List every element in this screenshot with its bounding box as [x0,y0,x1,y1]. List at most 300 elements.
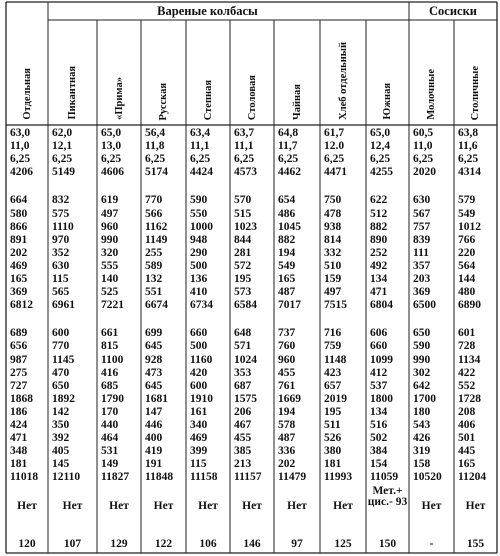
table-cell: 145 [52,458,70,471]
table-cell: 410 [190,286,208,299]
table-cell: 422 [458,366,476,379]
table-cell: 107 [63,538,82,550]
table-cell: 290 [190,246,208,259]
table-cell: 590 [190,194,208,207]
table-cell: 281 [234,246,252,259]
table-cell: Нет [421,500,442,512]
table-cell: 384 [370,445,388,458]
table-cell: 6961 [52,299,75,312]
table-cell: 727 [10,379,28,392]
table-cell: 125 [334,538,352,550]
table-cell: 115 [52,273,69,285]
table-cell: 580 [10,207,28,220]
table-cell: 11,1 [190,140,210,153]
table-cell: 11,7 [278,140,298,153]
table-cell: 565 [52,286,70,299]
table-cell: 960 [278,353,296,366]
table-cell: 420 [190,366,208,379]
table-cell: 531 [101,445,119,458]
table-cell: 194 [278,246,296,259]
table-cell: 844 [234,233,252,246]
table-cell: 839 [413,233,431,246]
table-cell: 445 [458,445,476,458]
table-cell: 630 [52,259,70,272]
table-cell: 208 [458,405,476,418]
table-cell: 6,25 [413,153,434,166]
table-cell: 4606 [101,166,124,179]
table-cell: 4206 [10,166,33,179]
table-cell: 470 [52,366,70,379]
table-cell: 492 [370,259,388,272]
column-header-label: Хлеб отдельный [337,42,349,120]
table-cell: 350 [52,419,70,431]
table-cell: 144 [458,273,476,285]
table-cell: 11018 [10,471,39,484]
table-cell: 455 [278,366,296,379]
table-cell: 654 [278,194,296,207]
table-cell: 590 [413,340,431,353]
table-cell: Нет [333,500,353,512]
table-cell: 4471 [324,166,347,179]
table-cell: 426 [413,432,431,445]
column-header [48,22,97,122]
table-cell: 195 [234,273,252,285]
table-cell: 770 [52,340,70,353]
table-cell: 687 [234,379,252,392]
table-cell: 990 [413,353,431,366]
table-cell: 630 [413,194,431,207]
table-cell: 56,4 [145,127,166,139]
table-cell: 1728 [458,392,481,405]
table-cell: 6,25 [10,153,31,166]
table-cell: 353 [234,366,252,379]
table-cell: 63,7 [234,127,255,139]
table-cell: 4255 [370,166,393,179]
table-cell: 319 [413,445,431,458]
table-cell: 12.0 [324,140,345,153]
table-cell: 63,8 [458,127,479,139]
table-cell: 5174 [145,166,168,179]
table-cell: 1110 [52,220,74,233]
table-cell: 550 [190,207,208,220]
table-cell: 600 [52,327,70,340]
table-cell: 497 [101,207,119,220]
table-cell: 220 [458,246,476,259]
table-cell: 122 [154,538,173,550]
table-cell: 1145 [52,353,75,366]
table-cell: 891 [10,233,28,246]
table-cell: 202 [278,458,296,471]
table-cell: 469 [190,432,208,445]
column-header-label: Столичные [470,65,481,120]
column-header [141,22,186,122]
table-cell: 645 [145,379,163,392]
table-cell: 525 [101,286,119,299]
table-cell: 352 [52,246,70,259]
table-cell: 357 [413,259,431,272]
table-cell: 1099 [370,353,393,366]
table-cell: 1100 [101,353,124,366]
table-cell: 149 [101,458,119,471]
table-cell: 757 [413,220,431,233]
table-cell: 579 [458,194,476,207]
column-header [97,22,141,122]
table-cell: 5149 [52,166,75,179]
table-cell: 120 [18,538,36,550]
table-cell: 571 [234,340,252,353]
table-cell: 480 [458,286,476,299]
table-cell: 136 [190,273,208,285]
table-cell: 487 [278,432,296,445]
table-cell: 11479 [278,471,307,484]
table-cell: 62,0 [52,127,73,139]
table-cell: 660 [370,340,388,353]
table-cell: 6,25 [234,153,255,166]
table-cell: 392 [52,432,70,445]
table-cell: 766 [458,233,476,246]
table-cell: 660 [190,327,208,340]
table-cell: 512 [370,207,388,220]
table-cell: 6584 [234,299,257,312]
table-cell: 648 [234,327,252,340]
table-cell: 186 [10,405,28,418]
table-cell: 65,0 [101,127,122,139]
table-cell: 567 [413,207,431,220]
table-cell: 348 [10,445,28,458]
table-cell: 1910 [190,392,213,405]
table-cell: 6,25 [101,153,122,166]
table-cell: 63,0 [10,127,31,139]
table-cell: 464 [101,432,119,445]
table-cell: 195 [324,405,342,418]
table-cell: 619 [101,194,119,207]
table-cell: 11827 [101,471,130,484]
table-cell: 1681 [145,392,168,405]
table-cell: 760 [278,340,296,353]
table-cell: 11157 [234,471,262,484]
table-cell: 1800 [370,392,393,405]
column-header-label: Степная [202,79,214,120]
table-cell: 11,1 [234,140,254,153]
table-cell: 650 [413,327,431,340]
table-cell: 500 [190,340,208,353]
table-cell: 622 [370,194,388,207]
table-cell: 500 [190,259,208,272]
table-cell: 7515 [324,299,347,312]
table-cell: 6,25 [324,153,345,166]
table-cell: 147 [145,405,163,418]
table-cell: 606 [370,327,388,340]
column-header [6,22,48,122]
table-cell: 642 [413,379,431,392]
column-header [230,22,274,122]
table-cell: 11993 [324,471,353,484]
table-cell: 1790 [101,392,124,405]
table-cell: 11,0 [10,140,30,153]
table-cell: 510 [324,259,342,272]
table-cell: 132 [145,273,163,285]
column-header-label: Пикантная [67,66,78,120]
table-cell: 340 [190,419,208,431]
table-cell: 987 [10,353,28,366]
table-cell: 6734 [190,299,213,312]
table-cell: 11158 [190,471,218,484]
table-cell: 11848 [145,471,174,484]
table-cell: 6,25 [52,153,73,166]
table-cell: 194 [278,405,296,418]
table-cell: 10520 [413,471,442,484]
table-cell: 471 [370,286,388,299]
table-cell: 685 [101,379,119,392]
table-cell: 106 [199,538,217,550]
table-cell: 928 [145,353,163,366]
table-cell: 60,5 [413,127,434,139]
table-cell: 146 [243,538,261,550]
table-cell: 501 [458,432,476,445]
table-cell: 516 [370,419,388,431]
table-cell: 555 [101,259,119,272]
group-title: Сосиски [429,4,477,18]
table-cell: 140 [101,273,119,285]
table-cell: 12,4 [370,140,391,153]
table-cell: 1148 [324,353,347,366]
table-cell: 424 [10,419,28,431]
table-cell: 1012 [458,220,481,233]
table-cell: 866 [10,220,28,233]
table-cell: 165 [10,273,28,285]
table-cell: 601 [458,327,476,340]
table-cell: 385 [234,445,252,458]
table-cell: 728 [458,340,476,353]
table-cell: 645 [145,340,163,353]
table-cell: 336 [278,445,296,458]
table-cell: 1000 [190,220,213,233]
table-cell: 2019 [324,392,347,405]
table-cell: 165 [458,458,476,471]
table-cell: 882 [370,220,388,233]
table-cell: 650 [52,379,70,392]
table-cell: Нет [17,500,37,512]
table-cell: 497 [324,286,342,299]
table-cell: 543 [413,419,431,431]
column-header [274,22,320,122]
table-cell: 275 [10,366,28,379]
table-cell: 12110 [52,471,81,484]
table-cell: 181 [324,458,342,471]
table-cell: 6,25 [145,153,166,166]
table-cell: 549 [278,259,296,272]
table-cell: 4573 [234,166,257,179]
table-cell: 566 [145,207,163,220]
table-cell: 11,0 [413,140,433,153]
table-cell: 1149 [145,233,168,246]
table-cell: 750 [324,194,342,207]
table-cell: - [429,538,434,550]
table-cell: 600 [190,379,208,392]
table-cell: 6,25 [458,153,479,166]
table-cell: 181 [10,458,28,471]
table-cell: 487 [278,286,296,299]
table-cell: 6674 [145,299,168,312]
table-cell: 400 [145,432,163,445]
table-cell: 1669 [278,392,301,405]
table-cell: 570 [234,194,252,207]
table-cell: 416 [101,366,119,379]
table-cell: 423 [324,366,342,379]
table-cell: 180 [413,405,431,418]
column-header-label: Южная [382,83,393,120]
table-cell: 405 [52,445,70,458]
table-cell: 938 [324,220,342,233]
table-cell: 6890 [458,299,481,312]
column-header [186,22,230,122]
table-cell: 664 [10,194,28,207]
table-cell: 1162 [145,220,168,233]
column-header-label: Чайная [291,84,303,120]
table-cell: 203 [413,273,431,285]
column-header [409,22,454,122]
table-cell: 1868 [10,392,33,405]
table-cell: 471 [10,432,28,445]
table-cell: 759 [324,340,342,353]
table-cell: 206 [234,405,252,418]
table-cell: 111 [413,246,429,259]
table-cell: 440 [101,419,119,431]
table-cell: 661 [101,327,119,340]
table-cell: 61,7 [324,127,345,139]
table-cell: 97 [291,538,303,550]
table-cell: 4314 [458,166,481,179]
table-cell: 332 [324,246,342,259]
table-cell: 1023 [234,220,257,233]
table-cell: 469 [10,259,28,272]
table-cell: 537 [370,379,388,392]
table-cell: 890 [370,233,388,246]
table-cell: 551 [145,286,163,299]
table-cell: 64,8 [278,127,299,139]
table-cell: Нет [62,500,83,512]
table-cell: 6,25 [370,153,391,166]
table-cell: 302 [413,366,431,379]
table-cell: 699 [145,327,163,340]
table-cell: 502 [370,432,388,445]
table-cell: 1045 [278,220,301,233]
column-header [454,22,497,122]
table-cell: 689 [10,327,28,340]
table-cell: 832 [52,194,70,207]
table-cell: 63,4 [190,127,211,139]
table-cell: 115 [190,458,207,471]
table-cell: 7017 [278,299,301,312]
table-cell: 526 [324,432,342,445]
table-cell: 1892 [52,392,75,405]
column-header-label: Русская [158,82,169,120]
table-cell: 13,0 [101,140,122,153]
table-cell: 154 [370,458,388,471]
table-cell: 65,0 [370,127,391,139]
table-cell: 11059 [370,471,399,484]
table-cell: 6812 [10,299,33,312]
table-cell: 564 [458,259,476,272]
table-cell: Нет [109,500,129,512]
table-cell: 970 [52,233,70,246]
table-cell: 11,6 [458,140,478,153]
table-cell: 549 [458,207,476,220]
table-cell: 380 [324,445,342,458]
table-cell: 155 [466,538,485,550]
table-cell: 213 [234,458,252,471]
table-cell: 191 [145,458,163,471]
table-cell: 134 [370,273,388,285]
table-cell: 1160 [190,353,213,366]
table-cell: 882 [278,233,296,246]
table-cell: 1575 [234,392,257,405]
table-cell: 369 [10,286,28,299]
table-cell: 573 [234,286,252,299]
table-cell: 515 [234,207,252,220]
table-cell: 7221 [101,299,124,312]
table-cell: Нет [242,500,262,512]
table-cell: 814 [324,233,342,246]
table-cell: 252 [370,246,388,259]
column-header-label: Столовая [246,74,258,120]
table-cell: 446 [145,419,163,431]
table-cell: 486 [278,207,296,220]
table-cell: 1700 [413,392,436,405]
table-cell: 170 [101,405,119,418]
table-cell: 737 [278,327,296,340]
table-cell: 129 [110,538,128,550]
table-cell: 478 [324,207,342,220]
table-cell: 419 [145,445,163,458]
table-cell: 142 [52,405,70,418]
table-cell: 761 [278,379,296,392]
group-title: Вареные колбасы [157,4,258,18]
column-header-label: Отдельная [21,68,33,120]
table-cell: 656 [10,340,28,353]
table-cell: 960 [101,220,119,233]
table-cell: 473 [145,366,163,379]
table-cell: 2020 [413,166,436,179]
table-cell: Нет [465,500,486,512]
table-cell: 657 [324,379,342,392]
table-cell: 158 [413,458,431,471]
table-cell: 6,25 [190,153,211,166]
table-cell: Мет.+ цис.- 93 [367,485,408,508]
table-cell: 552 [458,379,476,392]
table-cell: 150 [378,538,397,550]
table-cell: 406 [458,419,476,431]
table-cell: 161 [190,405,208,418]
table-cell: 159 [324,273,342,285]
table-cell: 4424 [190,166,213,179]
table-cell: 1134 [458,353,481,366]
table-cell: 134 [370,405,388,418]
table-cell: 6804 [370,299,393,312]
table-cell: 6,25 [278,153,299,166]
table-cell: 369 [413,286,431,299]
table-cell: 4462 [278,166,301,179]
table-cell: Нет [287,500,307,512]
table-cell: 589 [145,259,163,272]
table-cell: 12,1 [52,140,73,153]
table-cell: Нет [198,500,218,512]
table-cell: 770 [145,194,163,207]
table-cell: 399 [190,445,208,458]
table-cell: 467 [234,419,252,431]
column-header-label: «Прима» [113,77,125,120]
column-header-label: Молочные [426,69,437,120]
